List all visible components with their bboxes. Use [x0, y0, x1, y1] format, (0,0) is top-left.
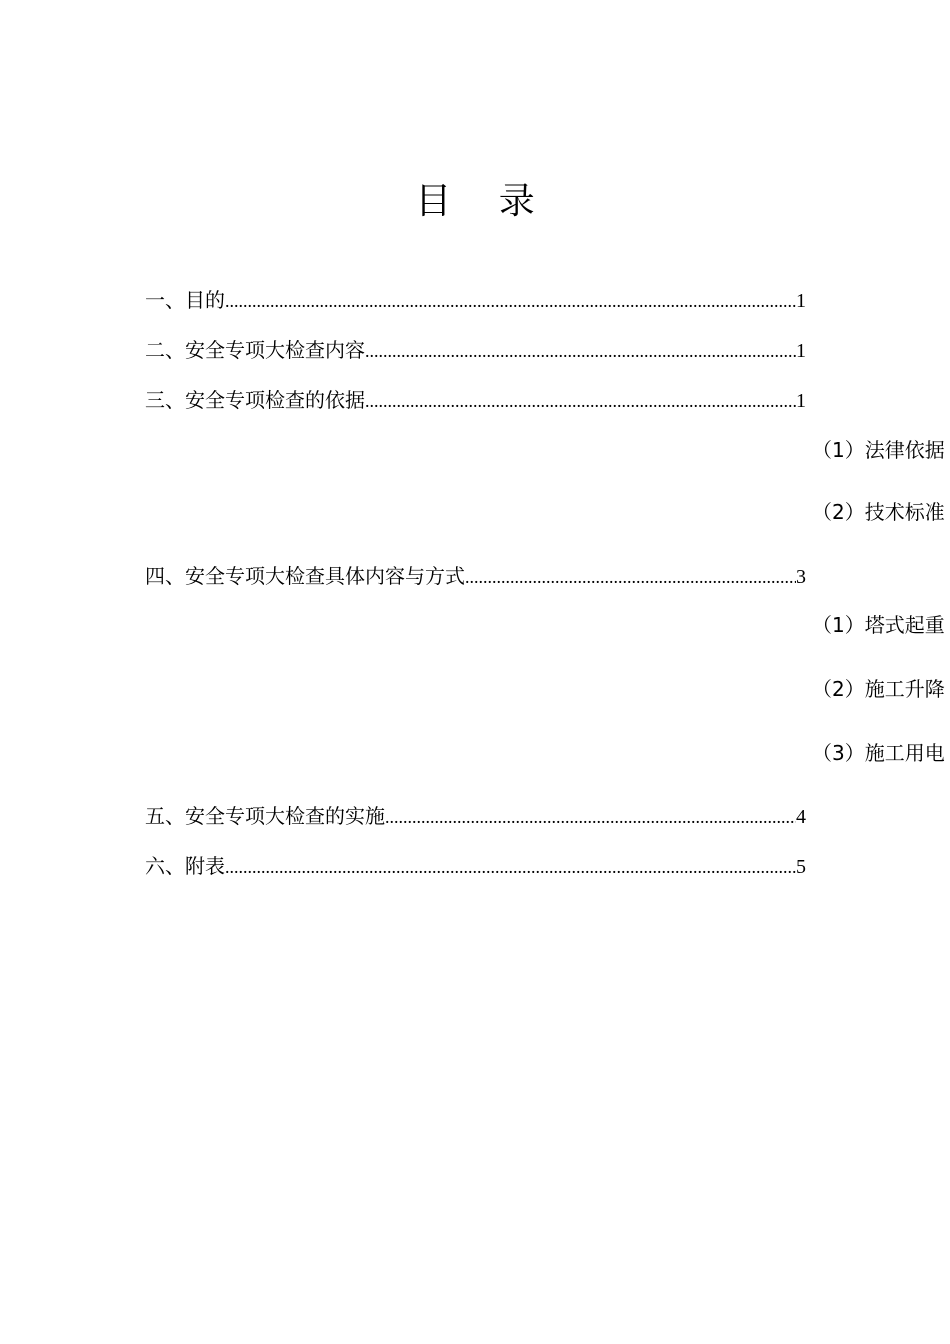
toc-entry-label: 四、安全专项大检查具体内容与方式	[145, 564, 465, 588]
toc-dot-leader	[225, 286, 796, 316]
toc-dot-leader	[365, 336, 796, 366]
toc-page-number: 4	[796, 806, 806, 828]
toc-sub-entry[interactable]: （2）技术标准	[812, 500, 945, 524]
toc-entry-label: 六、附表	[145, 854, 225, 878]
page-title: 目 录	[415, 181, 553, 222]
toc-entry-inspection-content[interactable]	[145, 335, 806, 365]
toc-sub-entry[interactable]: （1）法律依据	[812, 438, 945, 462]
toc-entry-label: 五、安全专项大检查的实施	[145, 804, 385, 828]
toc-dot-leader	[225, 852, 796, 882]
toc-page-number: 1	[796, 390, 806, 412]
toc-dot-leader	[465, 562, 796, 592]
toc-entry-label: 三、安全专项检查的依据	[145, 388, 365, 412]
toc-sub-entry[interactable]: （2）施工升降	[812, 677, 945, 701]
toc-page-number: 1	[796, 340, 806, 362]
toc-page-number: 5	[796, 856, 806, 878]
toc-entry-label: 一、目的	[145, 288, 225, 312]
toc-entry-implementation[interactable]	[145, 801, 806, 831]
toc-page-number: 3	[796, 566, 806, 588]
toc-sub-entry[interactable]: （1）塔式起重	[812, 613, 945, 637]
toc-entry-appendix[interactable]	[145, 851, 806, 881]
toc-entry-inspection-basis[interactable]	[145, 385, 806, 415]
toc-entry-specific-content[interactable]	[145, 561, 806, 591]
toc-sub-entry[interactable]: （3）施工用电	[812, 741, 945, 765]
toc-entry-purpose[interactable]	[145, 285, 806, 315]
toc-dot-leader	[385, 802, 796, 832]
toc-page-number: 1	[796, 290, 806, 312]
toc-entry-label: 二、安全专项大检查内容	[145, 338, 365, 362]
toc-dot-leader	[365, 386, 796, 416]
